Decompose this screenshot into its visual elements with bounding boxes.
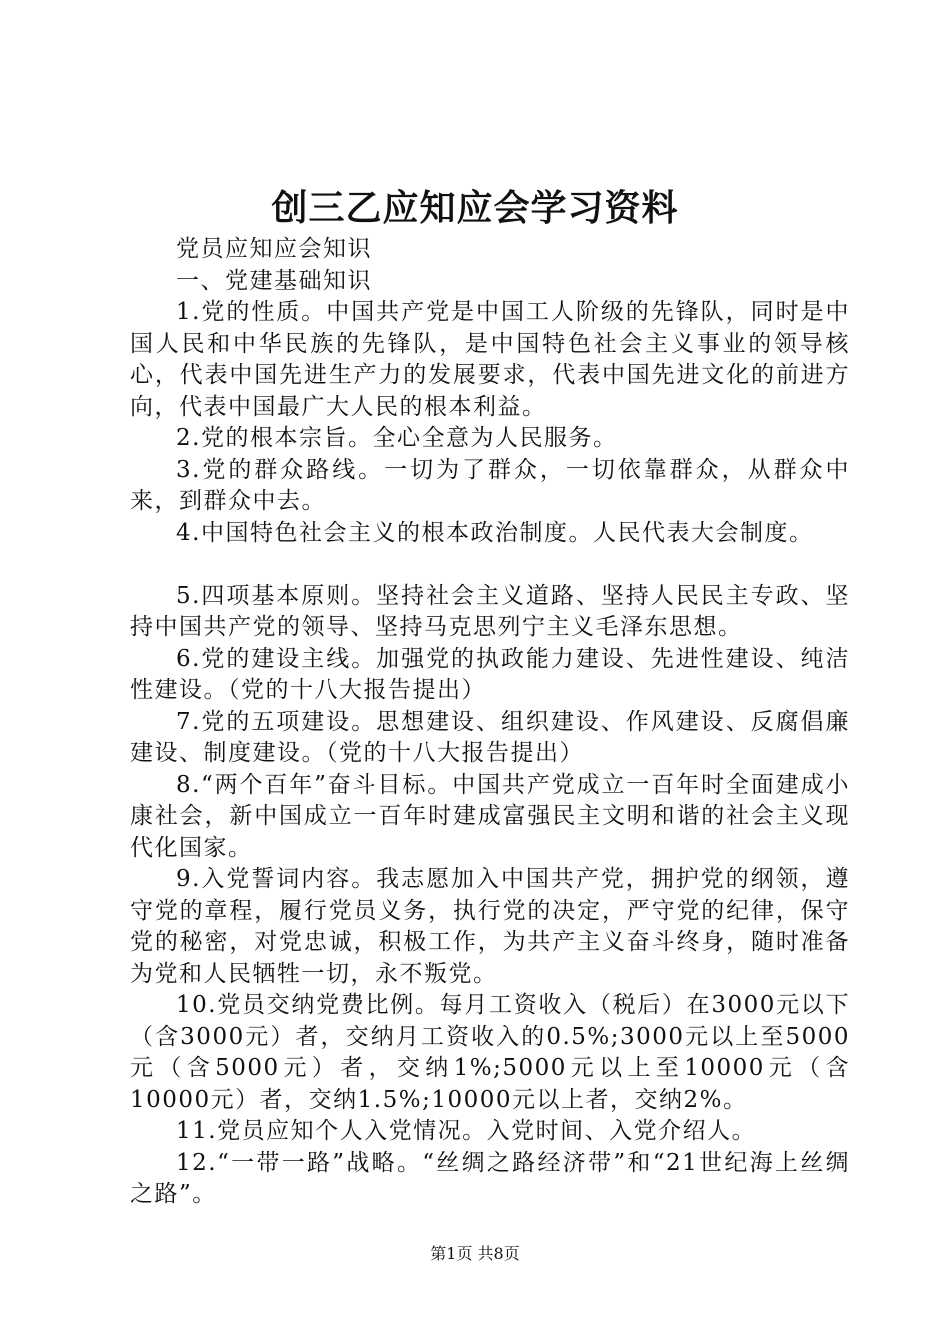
- paragraph-12: 12.“一带一路”战略。“丝绸之路经济带”和“21世纪海上丝绸之路”。: [130, 1149, 850, 1207]
- paragraph-5: 5.四项基本原则。坚持社会主义道路、坚持人民民主专政、坚持中国共产党的领导、坚持马克思列宁主义毛泽东思想。: [130, 582, 850, 640]
- paragraph-1: 1.党的性质。中国共产党是中国工人阶级的先锋队，同时是中国人民和中华民族的先锋队，是中国特色社会主义事业的领导核心，代表中国先进生产力的发展要求，代表中国先进文化的前进方向，代表中国最广大人民的根本利益。: [130, 299, 850, 420]
- paragraph-7: 7.党的五项建设。思想建设、组织建设、作风建设、反腐倡廉建设、制度建设。（党的十八大报告提出）: [130, 708, 850, 766]
- paragraph-6: 6.党的建设主线。加强党的执政能力建设、先进性建设、纯洁性建设。（党的十八大报告提出）: [130, 645, 850, 703]
- paragraph-11: 11.党员应知个人入党情况。入党时间、入党介绍人。: [176, 1118, 757, 1144]
- page-number-footer: 第1页 共8页: [430, 1244, 520, 1263]
- paragraph-3: 3.党的群众路线。一切为了群众，一切依靠群众，从群众中来，到群众中去。: [130, 456, 850, 514]
- paragraph-8: 8.“两个百年”奋斗目标。中国共产党成立一百年时全面建成小康社会，新中国成立一百年时建成富强民主文明和谐的社会主义现代化国家。: [130, 771, 850, 861]
- document-body: [130, 234, 850, 1211]
- paragraph-2: 2.党的根本宗旨。全心全意为人民服务。: [176, 425, 618, 451]
- paragraph-heading: 党员应知应会知识: [176, 236, 372, 262]
- paragraph-4: 4.中国特色社会主义的根本政治制度。人民代表大会制度。: [176, 519, 814, 546]
- paragraph-9: 9.入党誓词内容。我志愿加入中国共产党，拥护党的纲领，遵守党的章程，履行党员义务，执行党的决定，严守党的纪律，保守党的秘密，对党忠诚，积极工作，为共产主义奋斗终身，随时准备为党和人民牺牲一切，永不叛党。: [130, 866, 850, 987]
- document-title: 创三乙应知应会学习资料: [271, 187, 679, 229]
- section-heading: 一、党建基础知识: [176, 267, 372, 294]
- paragraph-10: 10.党员交纳党费比例。每月工资收入（税后）在3000元以下（含3000元）者，交纳月工资收入的0.5%;3000元以上至5000元（含5000元）者，交纳1%;5000元以上至10000元（含10000元）者，交纳1.5%;10000元以上者，交纳2%。: [130, 992, 850, 1113]
